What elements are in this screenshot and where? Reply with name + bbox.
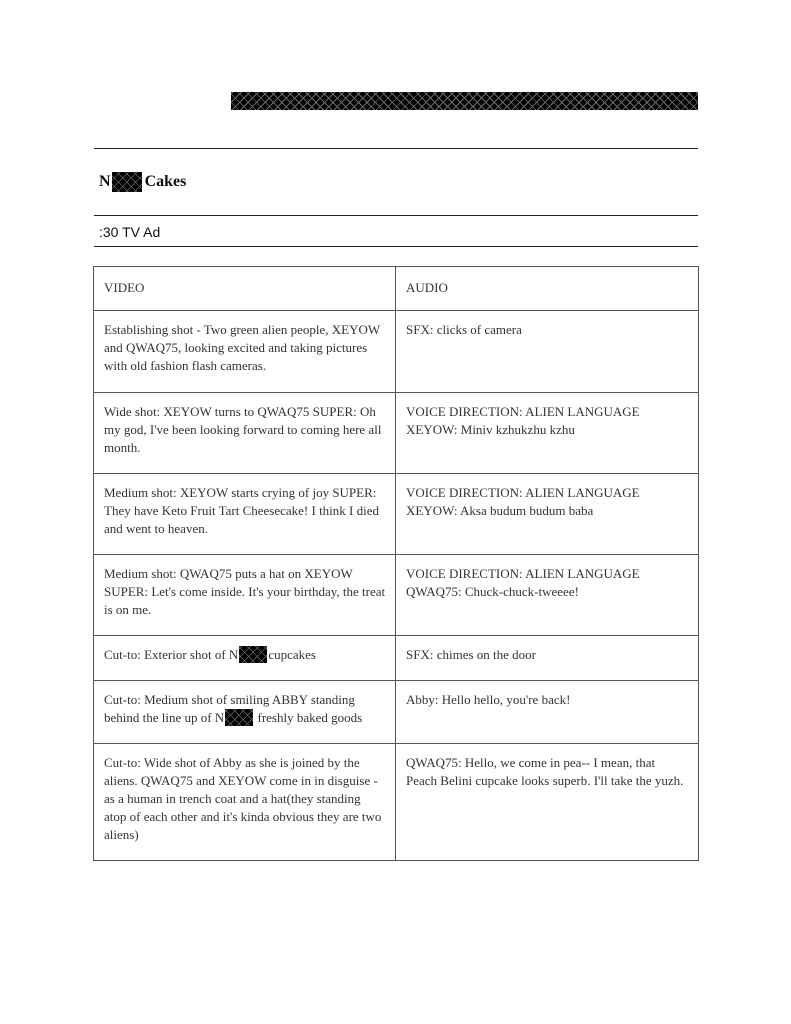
table-row — [94, 311, 699, 393]
video-cell: Cut-to: Wide shot of Abby as she is joined by the aliens. QWAQ75 and XEYOW come in in disguise - as a human in trench coat and a hat(they standing atop of each other and it's kinda obvious they are two aliens) — [94, 744, 396, 861]
audio-cell: Abby: Hello hello, you're back! — [396, 681, 699, 744]
table-row — [94, 744, 699, 861]
audio-line: XEYOW: Miniv kzhukzhu kzhu — [406, 422, 575, 437]
table-header-row — [94, 267, 699, 311]
table-row — [94, 636, 699, 681]
audio-line: XEYOW: Aksa budum budum baba — [406, 503, 594, 518]
table-row — [94, 681, 699, 744]
audio-cell: SFX: chimes on the door — [396, 636, 699, 681]
audio-cell — [396, 393, 699, 474]
video-text-before: Cut-to: Medium shot of smiling ABBY standing behind the line up of N — [104, 692, 355, 725]
redacted-header-bar — [231, 92, 698, 110]
video-text-after: freshly baked goods — [254, 710, 363, 725]
table-row — [94, 474, 699, 555]
audio-cell — [396, 474, 699, 555]
video-column-header: VIDEO — [94, 267, 396, 311]
subtitle-divider — [94, 246, 698, 247]
audio-column-header: AUDIO — [396, 267, 699, 311]
document-title — [99, 172, 186, 192]
video-cell: Establishing shot - Two green alien people, XEYOW and QWAQ75, looking excited and taking pictures with old fashion flash cameras. — [94, 311, 396, 393]
top-divider — [94, 148, 698, 149]
title-divider — [94, 215, 698, 216]
video-cell: Medium shot: XEYOW starts crying of joy SUPER: They have Keto Fruit Tart Cheesecake! I think I died and went to heaven. — [94, 474, 396, 555]
voice-direction: VOICE DIRECTION: ALIEN LANGUAGE — [406, 566, 640, 581]
video-cell — [94, 636, 396, 681]
video-cell: Wide shot: XEYOW turns to QWAQ75 SUPER: Oh my god, I've been looking forward to coming here all month. — [94, 393, 396, 474]
voice-direction: VOICE DIRECTION: ALIEN LANGUAGE — [406, 404, 640, 419]
inline-redaction — [225, 709, 253, 726]
title-redaction — [112, 172, 142, 192]
script-table — [93, 266, 699, 861]
table-row — [94, 555, 699, 636]
video-cell: Medium shot: QWAQ75 puts a hat on XEYOW SUPER: Let's come inside. It's your birthday, the treat is on me. — [94, 555, 396, 636]
audio-cell — [396, 555, 699, 636]
inline-redaction — [239, 646, 267, 663]
audio-cell: SFX: clicks of camera — [396, 311, 699, 393]
video-cell — [94, 681, 396, 744]
video-text-after: cupcakes — [268, 647, 316, 662]
audio-line: QWAQ75: Chuck-chuck-tweeee! — [406, 584, 579, 599]
title-suffix: Cakes — [144, 173, 187, 190]
voice-direction: VOICE DIRECTION: ALIEN LANGUAGE — [406, 485, 640, 500]
video-text-before: Cut-to: Exterior shot of N — [104, 647, 239, 662]
title-prefix: N — [99, 173, 111, 190]
table-row — [94, 393, 699, 474]
audio-cell: QWAQ75: Hello, we come in pea-- I mean, that Peach Belini cupcake looks superb. I'll take the yuzh. — [396, 744, 699, 861]
ad-format-subtitle: :30 TV Ad — [99, 224, 161, 240]
